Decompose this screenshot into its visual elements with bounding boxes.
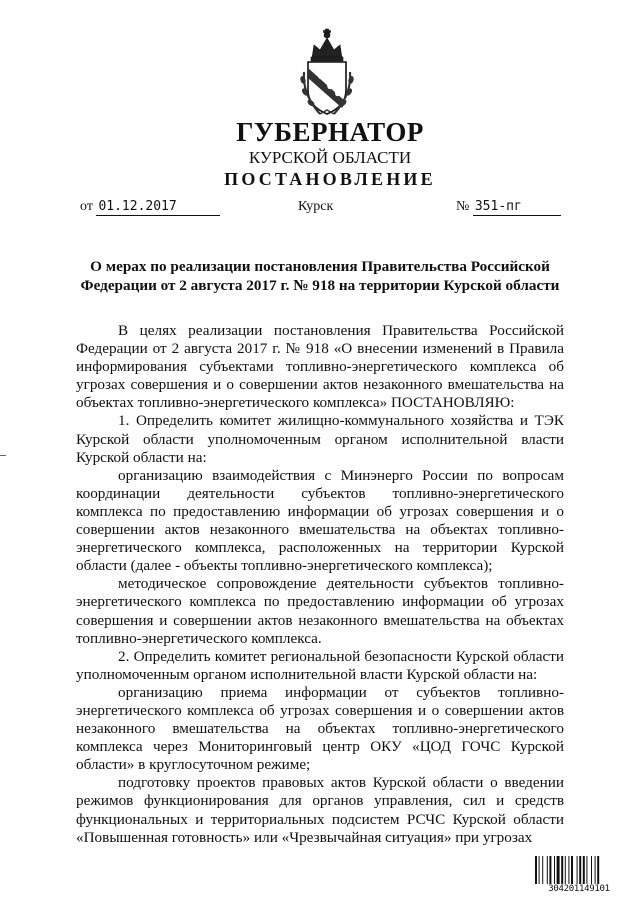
document-date: 01.12.2017 [96,199,220,216]
margin-tick [0,455,6,456]
document-number: 351-пг [473,199,561,216]
paragraph-item-2: 2. Определить комитет региональной безопасности Курской области уполномоченным органом исполнительной власти Курской области на: [76,647,564,683]
number-prefix: № [456,199,470,214]
document-type: ПОСТАНОВЛЕНИЕ [224,169,436,189]
paragraph-item-1-sub-1: организацию взаимодействия с Минэнерго России по вопросам координации деятельности субъектов топливно-энергетического комплекса по предоставлению информации об угрозах совершения и о совершении актов незаконного вмешательства на объектах топливно-энергетического комплекса, расположенных на территории Курской области (далее - объекты топливно-энергетического комплекса); [76,466,564,575]
coat-of-arms-emblem [296,28,358,116]
paragraph-item-2-sub-1: организацию приема информации от субъектов топливно-энергетического комплекса об угрозах совершения и о совершении актов незаконного вмешательства на объектах топливно-энергетического комплекса через Мониторинговый центр ОКУ «ЦОД ГОЧС Курской области» в круглосуточном режиме; [76,683,564,774]
document-heading: О мерах по реализации постановления Правительства Российской Федерации от 2 августа 2017 г. № 918 на территории Курской области [80,258,560,294]
issuer-title: ГУБЕРНАТОР [236,117,424,147]
document-body [76,322,564,847]
barcode-bars [534,856,624,884]
number-field [456,198,561,216]
paragraph-preamble: В целях реализации постановления Правительства Российской Федерации от 2 августа 2017 г. № 918 «О внесении изменений в Правила информирования субъектами топливно-энергетического комплекса об угрозах совершения и о совершении актов незаконного вмешательства на объектах топливно-энергетического комплекса» ПОСТАНОВЛЯЮ: [76,322,564,412]
date-prefix: от [80,199,93,214]
document-meta-row [80,198,580,218]
date-field [80,198,220,216]
barcode-number: 304201149101 [548,884,610,894]
paragraph-item-1-sub-2: методическое сопровождение деятельности субъектов топливно-энергетического комплекса по предоставлению информации об угрозах совершения и совершении актов незаконного вмешательства на объектах топливно-энергетического комплекса. [76,575,564,647]
paragraph-item-1: 1. Определить комитет жилищно-коммунального хозяйства и ТЭК Курской области уполномоченным органом исполнительной власти Курской области на: [76,412,564,466]
barcode [534,856,624,896]
document-city: Курск [298,199,334,214]
issuer-region: КУРСКОЙ ОБЛАСТИ [248,148,412,167]
paragraph-item-2-sub-2: подготовку проектов правовых актов Курской области о введении режимов функционирования для органов управления, сил и средств функциональных и территориальных подсистем РСЧС Курской области «Повышенная готовность» или «Чрезвычайная ситуация» при угрозах [76,774,564,846]
